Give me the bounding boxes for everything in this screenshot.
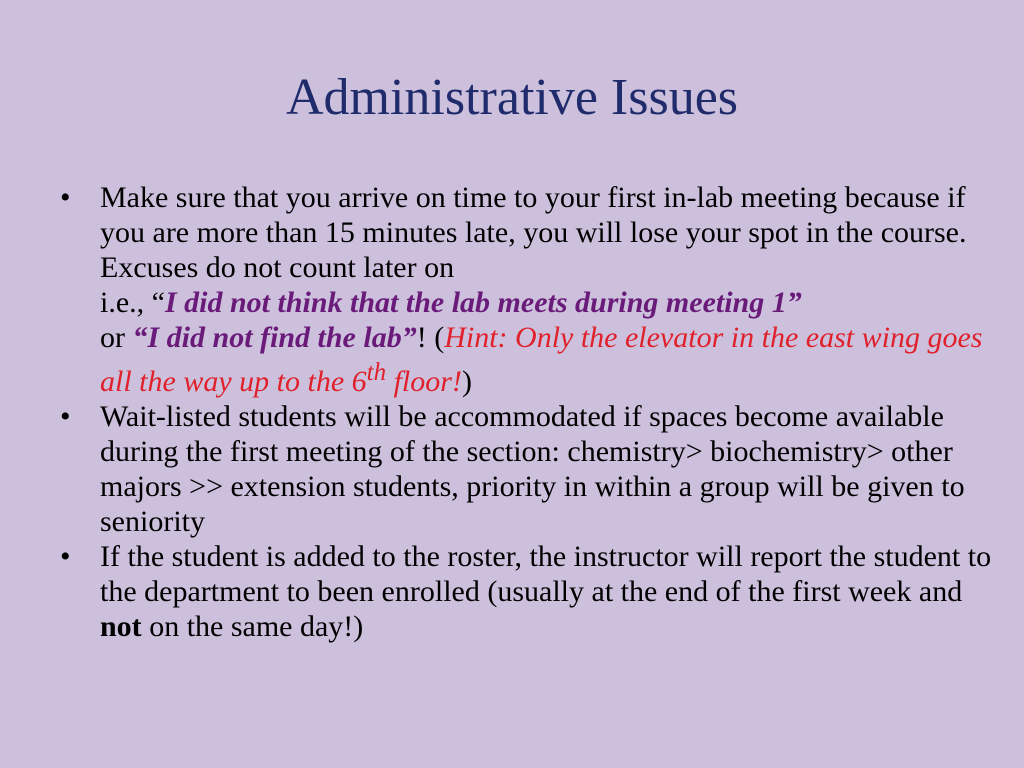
quote-close: ” (786, 286, 802, 319)
hint-text-a: Hint: Only the elevator in the east wing goes all the way up to the 6 (100, 321, 983, 398)
bullet-2-text: Wait-listed students will be accommodated if spaces become available during the first meeting of the section: chemistry> biochemistry> other majors >> extension students, priority in within a group will be given to seniority (100, 400, 965, 538)
bullet-dot-icon: • (60, 181, 71, 214)
bullet-1-open-paren: ! ( (416, 321, 445, 354)
bullet-dot-icon: • (60, 400, 71, 433)
slide-title: Administrative Issues (285, 69, 739, 126)
bullet-3-bold: not (100, 610, 142, 643)
bullet-3-end: on the same day!) (141, 610, 364, 643)
bullet-1-ie: i.e., “ (100, 286, 165, 319)
hint-sup: th (366, 359, 387, 386)
hint-text-b: floor! (386, 365, 462, 398)
bullet-1-text: Make sure that you arrive on time to your first in-lab meeting because if you are more than 15 minutes late, you will lose your spot in the course. Excuses do not count later on (100, 181, 967, 284)
quote-lab-meeting: I did not think that the lab meets during meeting 1 (164, 286, 787, 319)
bullet-item (58, 539, 998, 644)
bullet-1-close-paren: ) (461, 365, 472, 398)
bullet-dot-icon: • (60, 540, 71, 573)
bullet-item (58, 180, 998, 399)
quote-find-lab: “I did not find the lab” (132, 321, 417, 354)
bullet-list (58, 180, 998, 644)
bullet-item (58, 399, 998, 539)
bullet-1-or: or (100, 321, 133, 354)
bullet-3-text: If the student is added to the roster, the instructor will report the student to the department to been enrolled (usually at the end of the first week and (100, 540, 992, 608)
